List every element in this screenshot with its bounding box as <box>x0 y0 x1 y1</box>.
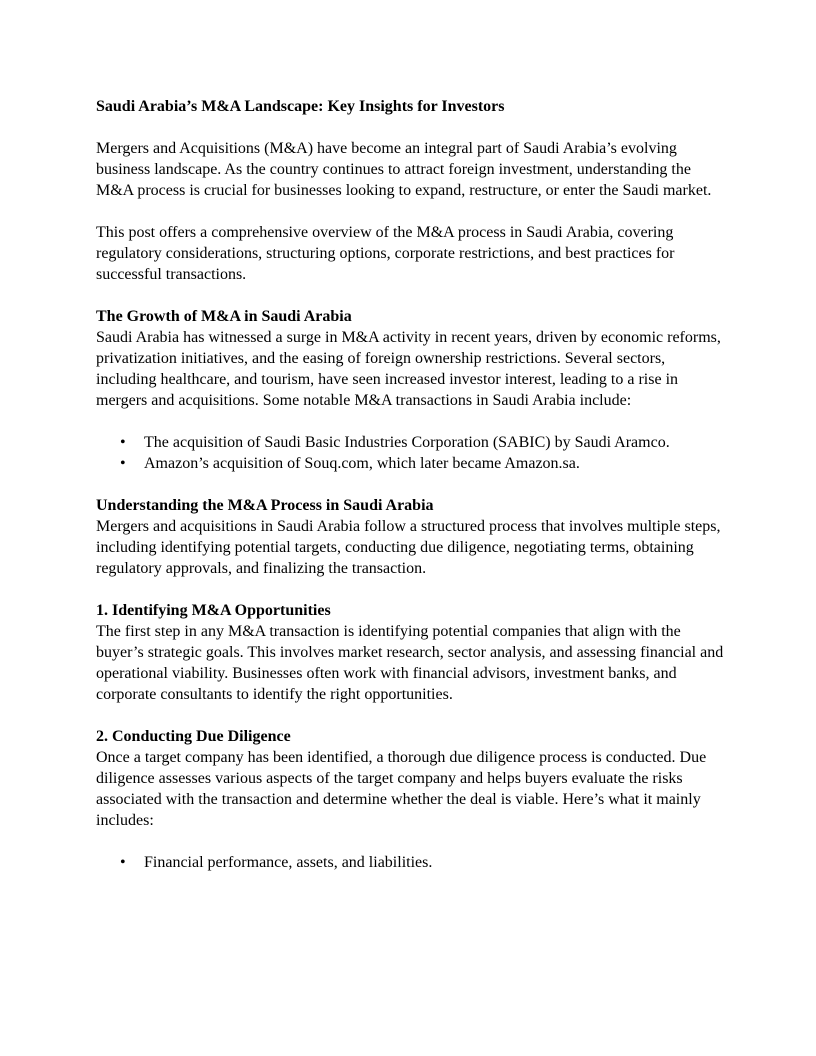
bullet-text: Amazon’s acquisition of Souq.com, which later became Amazon.sa. <box>144 455 580 472</box>
section-identifying <box>96 600 726 705</box>
document-title: Saudi Arabia’s M&A Landscape: Key Insights for Investors <box>96 98 505 115</box>
section-due-diligence <box>96 726 726 831</box>
bullet-item <box>96 852 726 873</box>
section-body: The first step in any M&A transaction is identifying potential companies that align with the buyer’s strategic goals. This involves market research, sector analysis, and assessing financial and operational viability. Businesses often work with financial advisors, investment banks, and corporate consultants to identify the right opportunities. <box>96 623 724 703</box>
section-body: Saudi Arabia has witnessed a surge in M&A activity in recent years, driven by economic reforms, privatization initiatives, and the easing of foreign ownership restrictions. Several sectors, including healthcare, and tourism, have seen increased investor interest, leading to a rise in mergers and acquisitions. Some notable M&A transactions in Saudi Arabia include: <box>96 329 721 409</box>
section-process <box>96 495 726 579</box>
bullet-item <box>96 432 726 453</box>
bullet-icon: • <box>120 434 126 451</box>
intro-paragraph: This post offers a comprehensive overview of the M&A process in Saudi Arabia, covering regulatory considerations, structuring options, corporate restrictions, and best practices for successful transactions. <box>96 224 675 283</box>
section-heading: 1. Identifying M&A Opportunities <box>96 602 331 619</box>
section-heading: 2. Conducting Due Diligence <box>96 728 291 745</box>
intro-paragraph: Mergers and Acquisitions (M&A) have become an integral part of Saudi Arabia’s evolving business landscape. As the country continues to attract foreign investment, understanding the M&A process is crucial for businesses looking to expand, restructure, or enter the Saudi market. <box>96 140 712 199</box>
section-heading: Understanding the M&A Process in Saudi Arabia <box>96 497 434 514</box>
bullet-item <box>96 453 726 474</box>
document-page <box>96 96 726 894</box>
bullet-text: Financial performance, assets, and liabilities. <box>144 854 433 871</box>
bullet-list <box>96 432 726 474</box>
bullet-list <box>96 852 726 873</box>
bullet-icon: • <box>120 455 126 472</box>
bullet-text: The acquisition of Saudi Basic Industries Corporation (SABIC) by Saudi Aramco. <box>144 434 670 451</box>
section-body: Mergers and acquisitions in Saudi Arabia follow a structured process that involves multiple steps, including identifying potential targets, conducting due diligence, negotiating terms, obtaining regulatory approvals, and finalizing the transaction. <box>96 518 721 577</box>
section-heading: The Growth of M&A in Saudi Arabia <box>96 308 352 325</box>
section-body: Once a target company has been identified, a thorough due diligence process is conducted. Due diligence assesses various aspects of the target company and helps buyers evaluate the risks associated with the transaction and determine whether the deal is viable. Here’s what it mainly includes: <box>96 749 707 829</box>
section-growth <box>96 306 726 411</box>
bullet-icon: • <box>120 854 126 871</box>
